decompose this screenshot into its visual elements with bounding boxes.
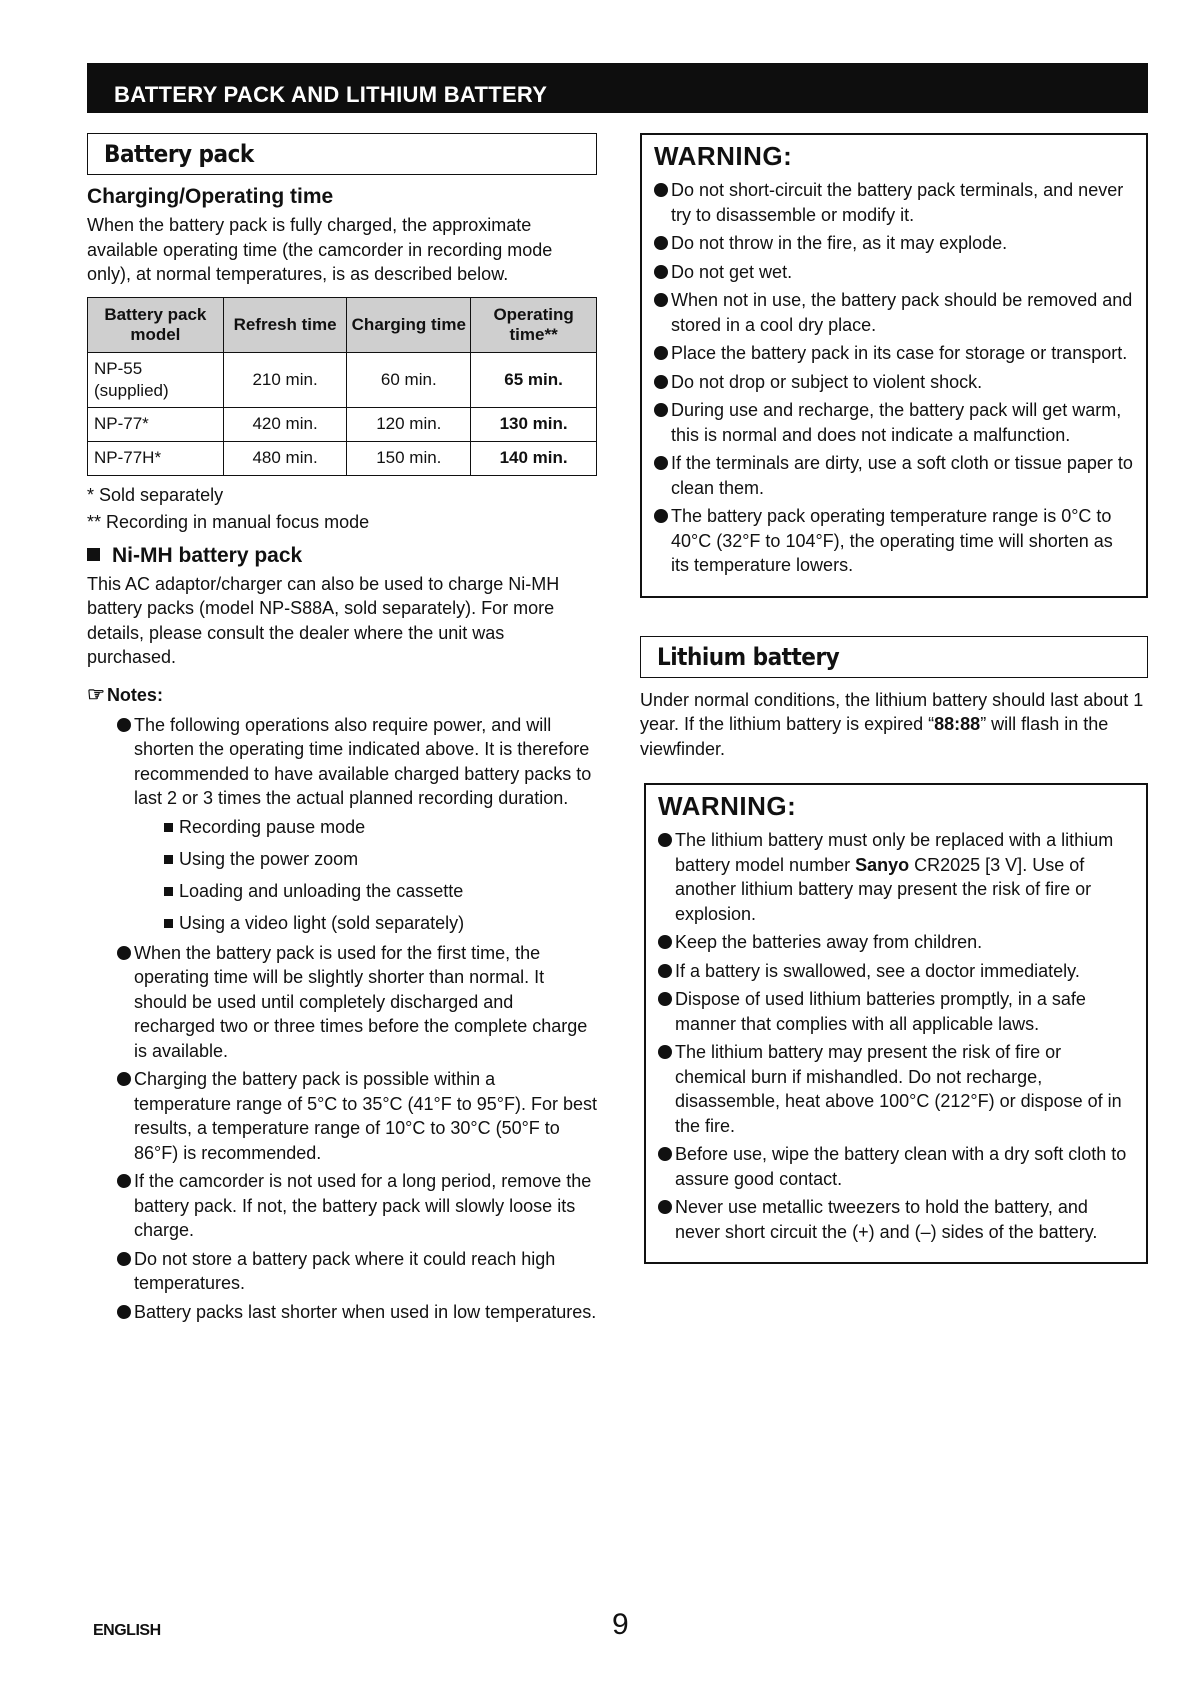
lithium-battery-title: Lithium battery (640, 636, 1148, 678)
table-cell: 150 min. (347, 441, 471, 475)
table-header: Battery pack model (88, 297, 224, 352)
table-cell: NP-55 (supplied) (88, 352, 224, 407)
notes-label: Notes: (106, 684, 163, 705)
warning-text: Before use, wipe the battery clean with a dry soft cloth to assure good contact. (675, 1144, 1127, 1189)
list-item (654, 288, 1134, 337)
sub-item-text: Loading and unloading the cassette (179, 880, 464, 901)
operating-time-table (87, 297, 597, 476)
warning-text: If a battery is swallowed, see a doctor immediately. (675, 960, 1080, 981)
bullet-icon (658, 833, 672, 847)
square-bullet-icon (164, 919, 173, 928)
right-column (640, 133, 1148, 1264)
bullet-icon (658, 964, 672, 978)
list-item (117, 941, 597, 1064)
lithium-warning-box (644, 783, 1148, 1264)
list-item (162, 877, 597, 905)
table-cell: 420 min. (223, 407, 347, 441)
table-row (88, 441, 597, 475)
bullet-icon (658, 992, 672, 1006)
table-cell: 120 min. (347, 407, 471, 441)
bullet-icon (658, 1147, 672, 1161)
warning-text: Do not get wet. (671, 261, 793, 282)
warning-text-part: The lithium battery must only be replaced with a lithium battery model number (675, 830, 1114, 875)
table-row (88, 407, 597, 441)
table-header: Refresh time (223, 297, 347, 352)
charging-heading: Charging/Operating time (87, 185, 334, 208)
nimh-heading (87, 544, 597, 568)
nimh-heading-label: Ni-MH battery pack (112, 543, 303, 567)
warning-text: Do not throw in the fire, as it may explode. (671, 233, 1008, 253)
table-cell: NP-77H* (88, 441, 224, 475)
bullet-icon (117, 946, 131, 960)
list-item (162, 813, 597, 841)
footnote-manual-focus: ** Recording in manual focus mode (87, 511, 370, 532)
notes-list (87, 713, 597, 1325)
list-item (658, 930, 1134, 955)
bullet-icon (654, 403, 668, 417)
warning-text: Keep the batteries away from children. (675, 932, 983, 952)
bullet-icon (658, 1045, 672, 1059)
list-item (654, 398, 1134, 447)
warning-text: Never use metallic tweezers to hold the battery, and never short circuit the (+) and (–) sides of the battery. (675, 1197, 1098, 1242)
sub-item-text: Using a video light (sold separately) (179, 912, 465, 933)
charging-intro: When the battery pack is fully charged, the approximate available operating time (the camcorder in recording mode only), at normal temperatures, is as described below. (87, 215, 553, 284)
list-item (658, 1142, 1134, 1191)
footnotes (87, 482, 597, 536)
bullet-icon (117, 718, 131, 732)
list-item (654, 260, 1134, 285)
lithium-text (640, 688, 1148, 762)
list-item (654, 178, 1134, 227)
bullet-icon (117, 1252, 131, 1266)
warning-text: Place the battery pack in its case for storage or transport. (671, 343, 1128, 363)
list-item (658, 987, 1134, 1036)
note-text: The following operations also require power, and will shorten the operating time indicated above. It is therefore recommended to have available charged battery packs to last 2 or 3 times the actual planned recording duration. (134, 714, 592, 808)
list-item (117, 713, 597, 937)
warning-text: The battery pack operating temperature range is 0°C to 40°C (32°F to 104°F), the operating time will shorten as its temperature lowers. (671, 506, 1113, 575)
list-item (117, 1067, 597, 1165)
bullet-icon (658, 1200, 672, 1214)
warning-title: WARNING: (654, 141, 793, 171)
page-number: 9 (612, 1608, 629, 1641)
list-item (654, 451, 1134, 500)
note-text: Battery packs last shorter when used in low temperatures. (134, 1301, 597, 1322)
list-item (658, 1195, 1134, 1244)
bullet-icon (117, 1174, 131, 1188)
list-item (654, 370, 1134, 395)
bullet-icon (654, 346, 668, 360)
table-cell: 65 min. (471, 352, 597, 407)
list-item (654, 231, 1134, 256)
table-cell: 140 min. (471, 441, 597, 475)
battery-pack-title: Battery pack (87, 133, 597, 175)
list-item (162, 909, 597, 937)
list-item (117, 1169, 597, 1243)
notes-heading (87, 682, 597, 707)
warning-text: Do not drop or subject to violent shock. (671, 371, 983, 392)
bullet-icon (654, 509, 668, 523)
page-banner: BATTERY PACK AND LITHIUM BATTERY (87, 63, 1148, 113)
table-cell: 210 min. (223, 352, 347, 407)
list-item (658, 828, 1134, 926)
sub-item-text: Using the power zoom (179, 848, 359, 869)
footnote-sold-separately: * Sold separately (87, 484, 224, 505)
table-cell: 480 min. (223, 441, 347, 475)
bullet-icon (658, 935, 672, 949)
lithium-text-part: Under normal conditions, the lithium battery should last about 1 year. If the lithium battery is expired “ (640, 689, 1144, 734)
square-bullet-icon (164, 823, 173, 832)
note-text: Do not store a battery pack where it could reach high temperatures. (134, 1248, 556, 1293)
table-row (88, 352, 597, 407)
table-cell: 60 min. (347, 352, 471, 407)
square-bullet-icon (164, 855, 173, 864)
table-header: Charging time (347, 297, 471, 352)
bullet-icon (654, 456, 668, 470)
table-header-row (88, 297, 597, 352)
note-text: Charging the battery pack is possible within a temperature range of 5°C to 35°C (41°F to 95°F). For best results, a temperature range of 10°C to 30°C (50°F to 86°F) is recommended. (134, 1069, 597, 1163)
list-item (658, 1040, 1134, 1138)
bullet-icon (654, 265, 668, 279)
list-item (654, 504, 1134, 578)
list-item (162, 845, 597, 873)
bullet-icon (654, 375, 668, 389)
warning-text: When not in use, the battery pack should be removed and stored in a cool dry place. (671, 290, 1133, 335)
table-header: Operating time** (471, 297, 597, 352)
bullet-icon (654, 236, 668, 250)
warning-title: WARNING: (658, 791, 797, 821)
list-item (117, 1247, 597, 1296)
table-cell: 130 min. (471, 407, 597, 441)
brand-name: Sanyo (855, 854, 910, 875)
battery-warning-box (640, 133, 1148, 598)
warning-text: If the terminals are dirty, use a soft cloth or tissue paper to clean them. (671, 453, 1133, 498)
nimh-text: This AC adaptor/charger can also be used to charge Ni-MH battery packs (model NP-S88A, sold separately). For more details, please consult the dealer where the unit was purchased. (87, 573, 560, 667)
bullet-icon (117, 1305, 131, 1319)
warning-text: Do not short-circuit the battery pack terminals, and never try to disassemble or modify it. (671, 180, 1124, 225)
bullet-icon (117, 1072, 131, 1086)
pointing-hand-icon: ☞ (87, 683, 105, 706)
warning-text: Dispose of used lithium batteries promptly, in a safe manner that complies with all applicable laws. (675, 989, 1086, 1034)
note-text: If the camcorder is not used for a long period, remove the battery pack. If not, the battery pack will slowly loose its charge. (134, 1171, 592, 1240)
sub-item-text: Recording pause mode (179, 816, 366, 837)
warning-text-part: CR2025 [3 V]. Use of another lithium battery may present the risk of fire or explosion. (675, 854, 1092, 924)
warning-text: The lithium battery may present the risk of fire or chemical burn if mishandled. Do not recharge, disassemble, heat above 100°C (212°F) or dispose of in the fire. (675, 1042, 1122, 1136)
lithium-text-part: ” will flash in the viewfinder. (640, 714, 1109, 759)
bullet-icon (654, 183, 668, 197)
square-bullet-icon (87, 548, 100, 561)
warning-text: During use and recharge, the battery pack will get warm, this is normal and does not indicate a malfunction. (671, 400, 1122, 445)
table-cell: NP-77* (88, 407, 224, 441)
footer-language: ENGLISH (93, 1622, 161, 1639)
sub-list (134, 813, 597, 937)
bullet-icon (654, 293, 668, 307)
note-text: When the battery pack is used for the first time, the operating time will be slightly shorter than normal. It should be used until completely discharged and recharged two or three times before the complete charge is available. (134, 942, 588, 1061)
list-item (654, 341, 1134, 366)
square-bullet-icon (164, 887, 173, 896)
left-column (87, 133, 597, 1328)
list-item (658, 959, 1134, 984)
list-item (117, 1300, 597, 1325)
lithium-code: 88:88 (934, 714, 981, 734)
